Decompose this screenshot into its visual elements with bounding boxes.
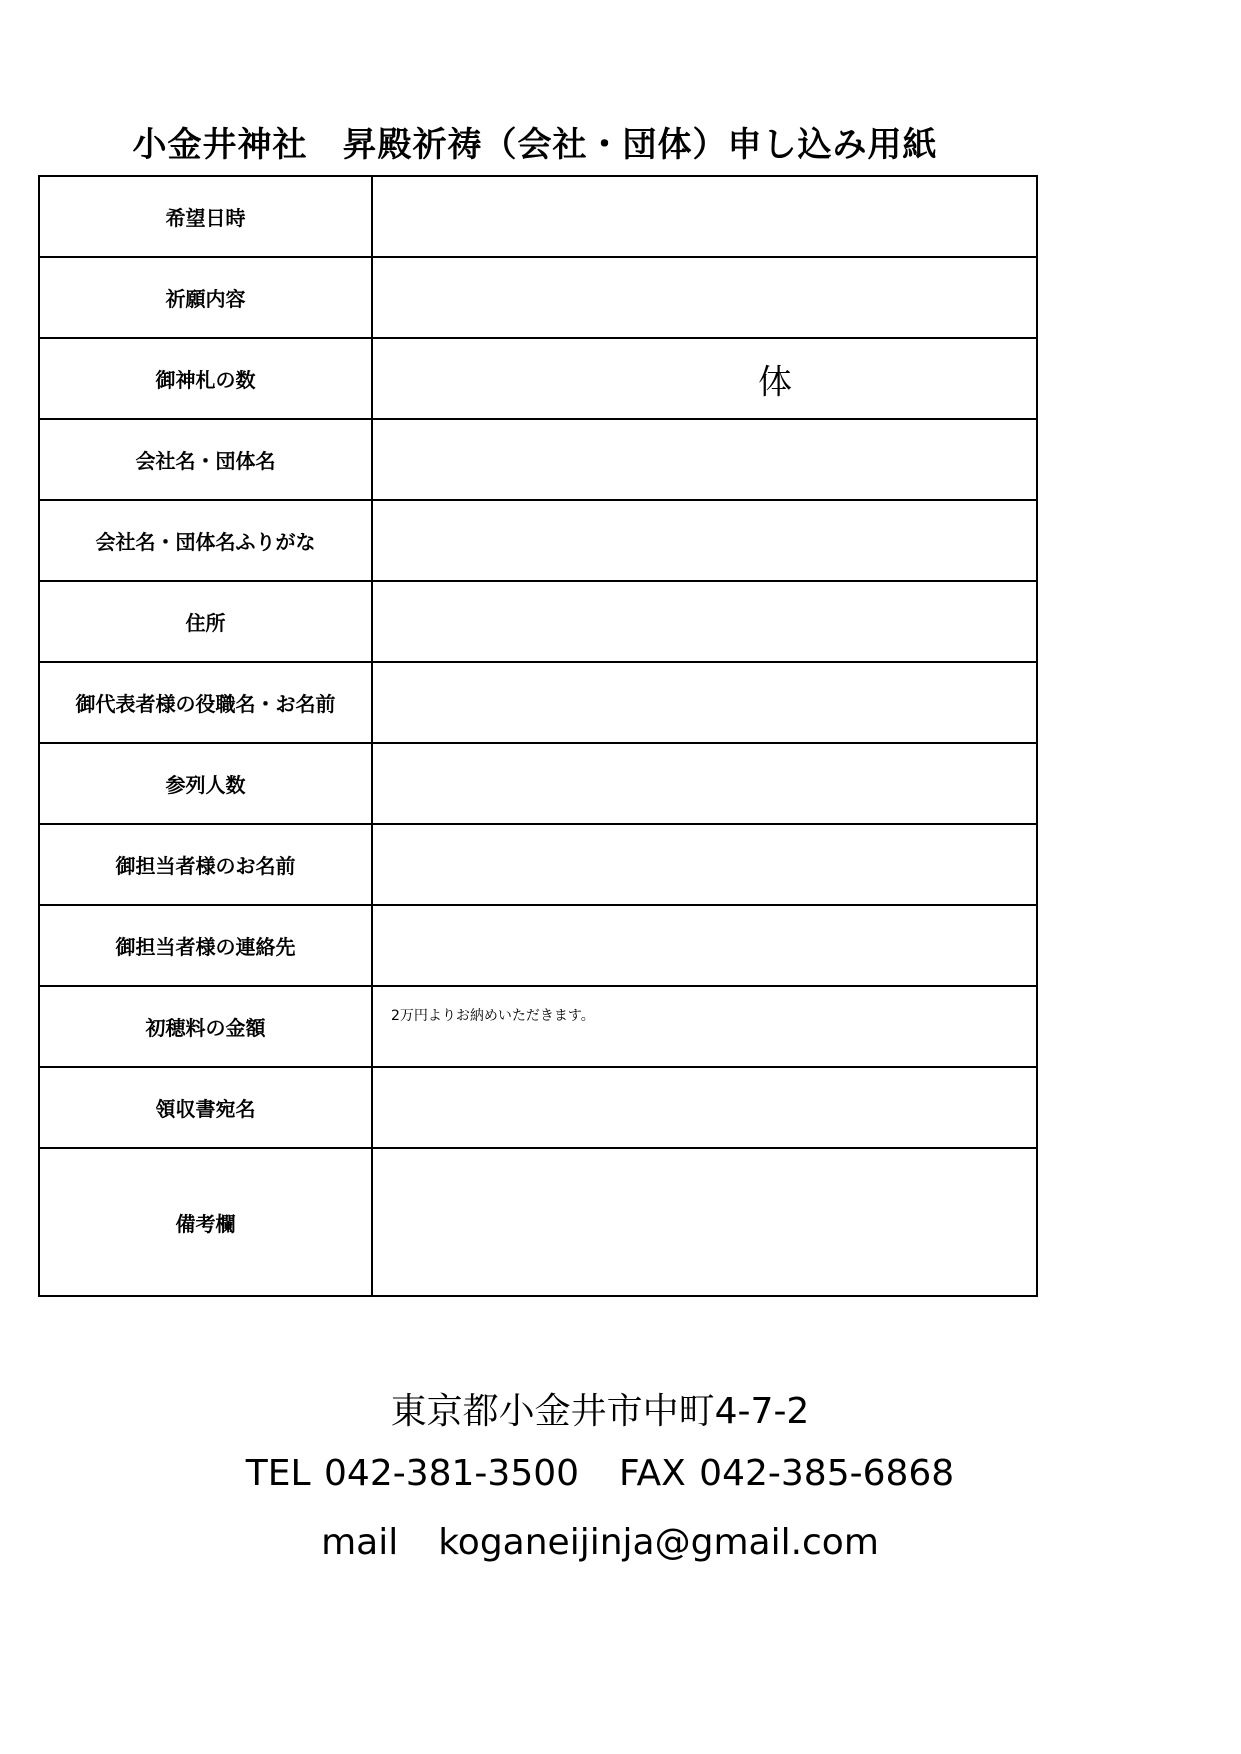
address-field[interactable] — [372, 581, 1037, 662]
hatsuhoryo-note: 2万円よりお納めいただきます。 — [391, 1008, 595, 1024]
application-form-table — [38, 175, 1038, 1297]
attendees-field[interactable] — [372, 743, 1037, 824]
form-row — [39, 257, 1037, 338]
form-row — [39, 905, 1037, 986]
prayer-content-field[interactable] — [372, 257, 1037, 338]
email-address[interactable]: koganeijinja@gmail.com — [438, 1522, 879, 1563]
form-row — [39, 662, 1037, 743]
form-row — [39, 986, 1037, 1067]
remarks-field[interactable] — [372, 1148, 1037, 1296]
row-label-contact-info: 御担当者様の連絡先 — [39, 905, 372, 986]
row-label-contact-person: 御担当者様のお名前 — [39, 824, 372, 905]
row-label-company-name: 会社名・団体名 — [39, 419, 372, 500]
receipt-name-field[interactable] — [372, 1067, 1037, 1148]
form-row — [39, 1148, 1037, 1296]
row-label-ofuda-count: 御神札の数 — [39, 338, 372, 419]
shrine-address: 東京都小金井市中町4-7-2 — [390, 1391, 810, 1432]
company-name-furigana-field[interactable] — [372, 500, 1037, 581]
row-label-representative: 御代表者様の役職名・お名前 — [39, 662, 372, 743]
row-label-prayer-content: 祈願内容 — [39, 257, 372, 338]
form-row — [39, 500, 1037, 581]
ofuda-count-field[interactable] — [372, 338, 1037, 419]
form-row — [39, 419, 1037, 500]
contact-info-field[interactable] — [372, 905, 1037, 986]
row-label-attendees: 参列人数 — [39, 743, 372, 824]
company-name-field[interactable] — [372, 419, 1037, 500]
representative-field[interactable] — [372, 662, 1037, 743]
row-label-hatsuhoryo: 初穂料の金額 — [39, 986, 372, 1067]
ofuda-unit-label: 体 — [758, 362, 792, 402]
row-label-receipt-name: 領収書宛名 — [39, 1067, 372, 1148]
row-label-company-name-furigana: 会社名・団体名ふりがな — [39, 500, 372, 581]
fax-number: FAX 042-385-6868 — [619, 1453, 955, 1494]
form-row — [39, 824, 1037, 905]
hatsuhoryo-field[interactable] — [372, 986, 1037, 1067]
row-label-remarks: 備考欄 — [39, 1148, 372, 1296]
desired-datetime-field[interactable] — [372, 176, 1037, 257]
form-row — [39, 338, 1037, 419]
phone-fax-line — [0, 1453, 1200, 1494]
form-row — [39, 1067, 1037, 1148]
row-label-desired-datetime: 希望日時 — [39, 176, 372, 257]
form-row — [39, 743, 1037, 824]
form-title: 小金井神社 昇殿祈祷（会社・団体）申し込み用紙 — [132, 125, 938, 165]
form-row — [39, 581, 1037, 662]
contact-person-field[interactable] — [372, 824, 1037, 905]
phone-number: TEL 042-381-3500 — [245, 1453, 580, 1494]
email-label: mail — [321, 1522, 399, 1563]
email-line — [0, 1522, 1200, 1563]
row-label-address: 住所 — [39, 581, 372, 662]
form-row — [39, 176, 1037, 257]
